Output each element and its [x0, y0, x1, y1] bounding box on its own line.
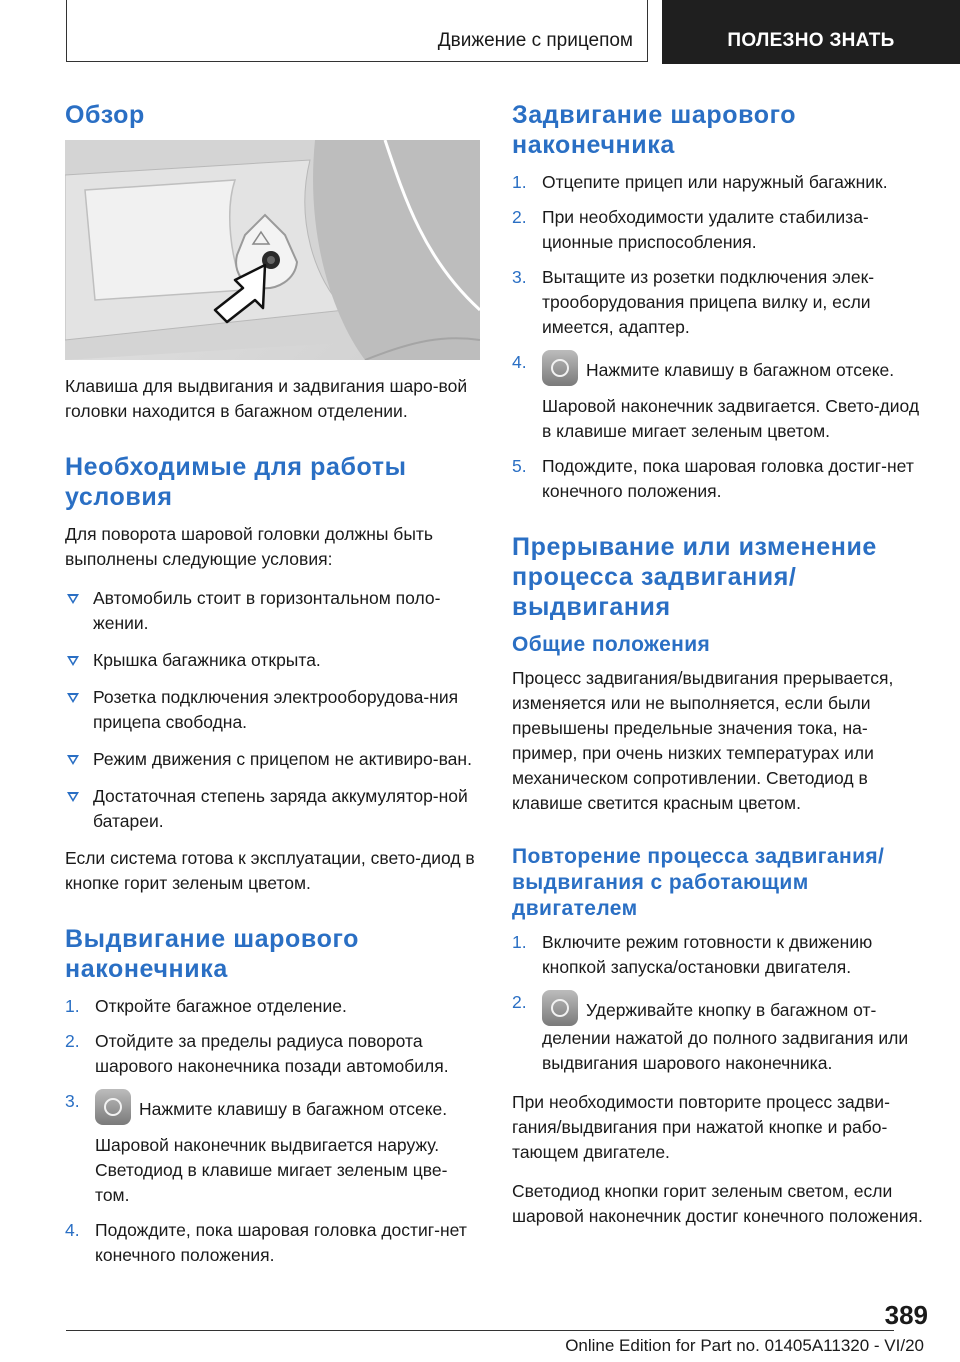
- list-item: Розетка подключения электрооборудова-ния прицепа свободна.: [65, 685, 480, 735]
- triangle-bullet-icon: [67, 656, 79, 666]
- list-item: 1. Включите режим готовности к движению кнопкой запуска/остановки двигателя.: [512, 932, 873, 977]
- chapter-title: ПОЛЕЗНО ЗНАТЬ: [727, 30, 895, 51]
- repeat-heading: Повторение процесса задвигания/ выдвигания с работающим двигателем: [512, 845, 885, 920]
- triangle-bullet-icon: [67, 693, 79, 703]
- triangle-bullet-icon: [67, 755, 79, 765]
- list-item: 4. Нажмите клавишу в багажном отсеке. Шаровой наконечник задвигается. Свето-диод в клавише мигает зеленым цветом.: [512, 352, 920, 441]
- ready-note: Если система готова к эксплуатации, свето-диод в кнопке горит зеленым цветом.: [65, 848, 475, 893]
- list-item: 5. Подождите, пока шаровая головка достиг-нет конечного положения.: [512, 456, 914, 501]
- general-heading: Общие положения: [512, 633, 711, 656]
- list-item: 2. Отойдите за пределы радиуса поворота шарового наконечника позади автомобиля.: [65, 1031, 449, 1076]
- list-item: 1. Откройте багажное отделение.: [65, 996, 347, 1016]
- list-item: Достаточная степень заряда аккумулятор-ной батареи.: [65, 784, 480, 834]
- footer-divider: [66, 1330, 894, 1331]
- list-item: 3. Нажмите клавишу в багажном отсеке. Шаровой наконечник выдвигается наружу. Светодиод в клавише мигает зеленым цве-том.: [65, 1091, 448, 1205]
- overview-heading: Обзор: [65, 101, 145, 129]
- edition-info: Online Edition for Part no. 01405A11320 - VI/20: [565, 1336, 924, 1355]
- page-number: 389: [884, 1300, 928, 1330]
- retract-steps: [512, 170, 932, 504]
- trailer-hitch-button-icon: [95, 1089, 131, 1125]
- conditions-intro: Для поворота шаровой головки должны быть выполнены следующие условия:: [65, 524, 434, 569]
- trunk-button-figure: [65, 140, 480, 360]
- section-tab: [66, 0, 648, 62]
- section-title: Движение с прицепом: [437, 30, 633, 51]
- left-column: [65, 100, 480, 1282]
- list-item: 2. При необходимости удалите стабилиза-ционные приспособления.: [512, 207, 869, 252]
- triangle-bullet-icon: [67, 594, 79, 604]
- chapter-tab: [662, 0, 960, 64]
- conditions-list: [65, 586, 480, 834]
- list-item: 1. Отцепите прицеп или наружный багажник.: [512, 172, 888, 192]
- interrupt-heading: Прерывание или изменение процесса задвигания/ выдвигания: [512, 533, 877, 621]
- triangle-bullet-icon: [67, 792, 79, 802]
- general-text: Процесс задвигания/выдвигания прерывается, изменяется или не выполняется, если были превышены предельные значения тока, на-пример, при очень низких температурах или механическом сопротивлении. Светодиод в клавише светится красным цветом.: [512, 668, 894, 813]
- list-item: 2. Удерживайте кнопку в багажном от-делении нажатой до полного задвигания или выдвигания шарового наконечника.: [512, 992, 909, 1073]
- list-item: 3. Вытащите из розетки подключения элек-трооборудования прицепа вилку и, если имеется, адаптер.: [512, 267, 875, 337]
- retract-heading: Задвигание шарового наконечника: [512, 101, 797, 159]
- list-item: Крышка багажника открыта.: [65, 648, 480, 673]
- list-item: Автомобиль стоит в горизонтальном поло-жении.: [65, 586, 480, 636]
- list-item: Режим движения с прицепом не активиро-ван.: [65, 747, 480, 772]
- trailer-hitch-button-icon: [542, 350, 578, 386]
- trunk-panel-illustration: [65, 140, 480, 360]
- trailer-hitch-button-icon: [542, 990, 578, 1026]
- figure-caption: Клавиша для выдвигания и задвигания шаро-вой головки находится в багажном отделении.: [65, 376, 468, 421]
- right-column: [512, 100, 932, 1243]
- repeat-note: При необходимости повторите процесс задви-гания/выдвигания при нажатой кнопке и рабо-тающем двигателе.: [512, 1092, 890, 1162]
- conditions-heading: Необходимые для работы условия: [65, 453, 407, 511]
- extend-heading: Выдвигание шарового наконечника: [65, 925, 359, 983]
- extend-steps: [65, 994, 480, 1268]
- list-item: 4. Подождите, пока шаровая головка достиг-нет конечного положения.: [65, 1220, 467, 1265]
- page-header: [66, 0, 960, 64]
- repeat-steps: [512, 930, 932, 1076]
- final-note: Светодиод кнопки горит зеленым светом, если шаровой наконечник достиг конечного положения.: [512, 1181, 923, 1226]
